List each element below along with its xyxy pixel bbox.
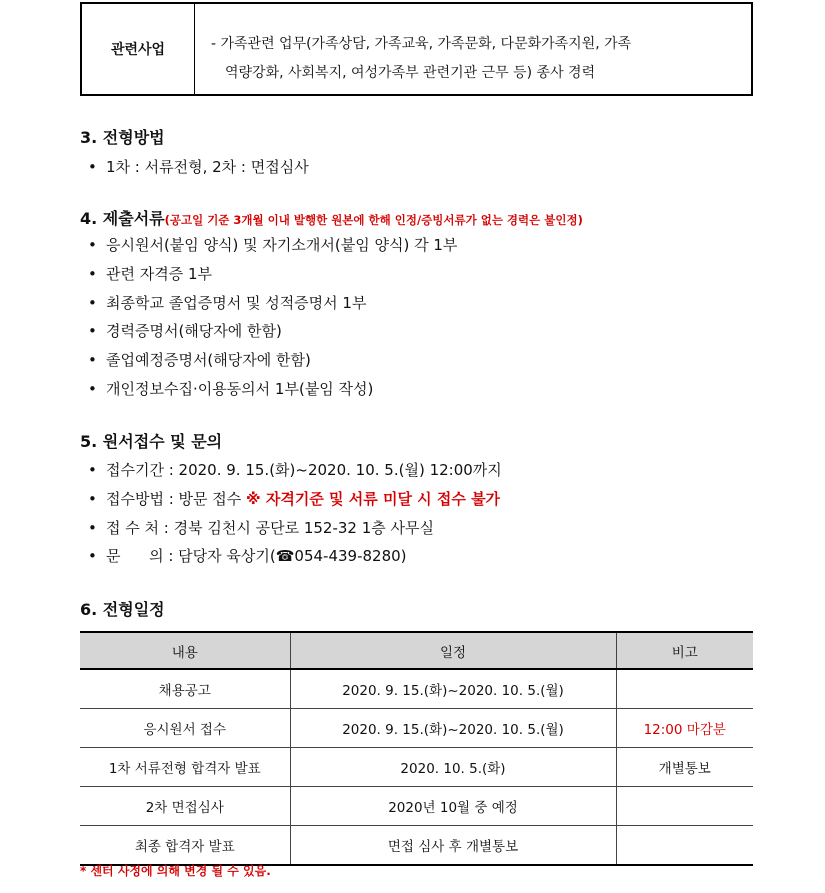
related-work-line1: - 가족관련 업무(가족상담, 가족교육, 가족문화, 다문화가족지원, 가족: [211, 36, 632, 52]
list-item: • 문 의 : 담당자 육상기(☎054-439-8280): [88, 547, 407, 565]
header-remarks: 비고: [616, 632, 753, 669]
cell: [616, 669, 753, 709]
table-row: [80, 826, 753, 866]
table-row: [80, 669, 753, 709]
section4-title: 4. 제출서류(공고일 기준 3개월 이내 발행한 원본에 한해 인정/증빙서류가 없는 경력은 불인정): [80, 209, 583, 228]
related-work-desc: [195, 4, 751, 94]
cell: 개별통보: [616, 748, 753, 787]
related-work-label: 관련사업: [82, 4, 195, 94]
cell: 채용공고: [80, 669, 290, 709]
cell: [616, 826, 753, 866]
table-row: [80, 709, 753, 748]
cell: 2020. 10. 5.(화): [290, 748, 616, 787]
table-row: [80, 748, 753, 787]
cell: 2020. 9. 15.(화)~2020. 10. 5.(월): [290, 669, 616, 709]
list-item: • 접수기간 : 2020. 9. 15.(화)~2020. 10. 5.(월) 12:00까지: [88, 461, 502, 479]
section6-title: 6. 전형일정: [80, 600, 165, 619]
cell: 면접 심사 후 개별통보: [290, 826, 616, 866]
cell: 2차 면접심사: [80, 787, 290, 826]
list-item: • 경력증명서(해당자에 한함): [88, 322, 282, 340]
cell: 최종 합격자 발표: [80, 826, 290, 866]
list-item: • 개인정보수집·이용동의서 1부(붙임 작성): [88, 380, 374, 398]
list-item: • 관련 자격증 1부: [88, 265, 213, 283]
footnote: * 센터 사정에 의해 변경 될 수 있음.: [80, 864, 271, 878]
list-item: • 응시원서(붙임 양식) 및 자기소개서(붙임 양식) 각 1부: [88, 236, 458, 254]
section3-title: 3. 전형방법: [80, 128, 165, 147]
header-schedule: 일정: [290, 632, 616, 669]
method-warning: ※ 자격기준 및 서류 미달 시 접수 불가: [246, 490, 501, 508]
cell: [616, 787, 753, 826]
list-item: • 1차 : 서류전형, 2차 : 면접심사: [88, 158, 309, 176]
section4-note: (공고일 기준 3개월 이내 발행한 원본에 한해 인정/증빙서류가 없는 경력은 불인정): [164, 213, 583, 227]
cell: 2020. 9. 15.(화)~2020. 10. 5.(월): [290, 709, 616, 748]
list-item: • 최종학교 졸업증명서 및 성적증명서 1부: [88, 294, 367, 312]
schedule-table: [80, 631, 753, 866]
related-work-line2: 역량강화, 사회복지, 여성가족부 관련기관 근무 등) 종사 경력: [225, 65, 596, 81]
cell: 응시원서 접수: [80, 709, 290, 748]
table-row: [80, 787, 753, 826]
cell: 2020년 10월 중 예정: [290, 787, 616, 826]
list-item: • 접수방법 : 방문 접수 ※ 자격기준 및 서류 미달 시 접수 불가: [88, 490, 501, 508]
cell: 1차 서류전형 합격자 발표: [80, 748, 290, 787]
cell: 12:00 마감분: [616, 709, 753, 748]
list-item: • 졸업예정증명서(해당자에 한함): [88, 351, 311, 369]
section5-title: 5. 원서접수 및 문의: [80, 432, 223, 451]
header-content: 내용: [80, 632, 290, 669]
list-item: • 접 수 처 : 경북 김천시 공단로 152-32 1층 사무실: [88, 519, 434, 537]
table-header-row: [80, 632, 753, 669]
related-work-table: [80, 2, 753, 96]
